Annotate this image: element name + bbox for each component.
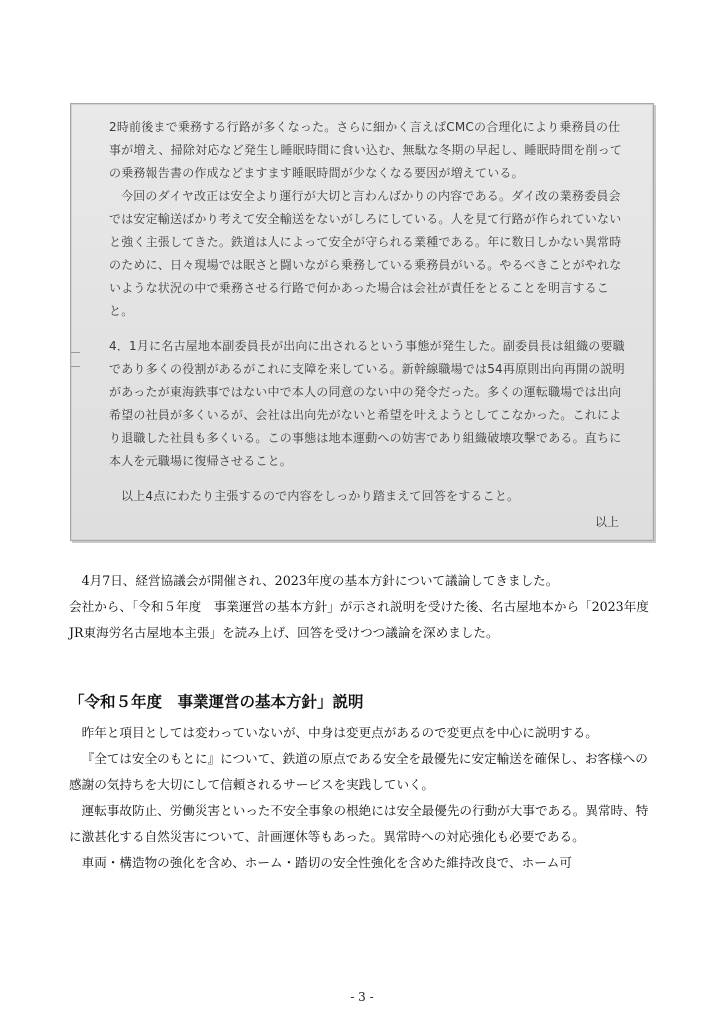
page-number: - 3 - — [350, 990, 374, 1004]
scan-paragraph-3: 4．1月に名古屋地本副委員長が出向に出されるという事態が発生した。副委員長は組織の要職であり多くの役割があるがこれに支障を来している。新幹線職場では54再原則出向再開の説明があったが東海鉄事ではない中で本人の同意のない中の発令だった。多くの運転職場では出向希望の社員が多くいるが、会社は出向先がないと希望を叶えようとしてこなかった。これにより退職した社員も多くいる。この事態は地本運動への妨害であり組織破壊攻撃である。直ちに本人を元職場に復帰させること。 — [109, 339, 625, 468]
intro-paragraph-2: 会社から、「令和５年度 事業運営の基本方針」が示され説明を受けた後、名古屋地本から「2023年度 JR東海労名古屋地本主張」を読み上げ、回答を受けつつ議論を深めました。 — [69, 599, 662, 640]
binding-tick — [71, 352, 80, 353]
section-paragraph-4: 車両・構造物の強化を含め、ホーム・踏切の安全性強化を含めた維持改良で、ホーム可 — [81, 855, 572, 870]
section-heading: 「令和５年度 事業運営の基本方針」説明 — [69, 692, 364, 711]
scan-closing-line: 以上4点にわたり主張するので内容をしっかり踏まえて回答をすること。 — [121, 489, 520, 503]
scan-text-block — [109, 116, 629, 508]
intro-block — [69, 568, 662, 646]
scan-paragraph-2: 今回のダイヤ改正は安全より運行が大切と言わんばかりの内容である。ダイ改の業務委員会では安定輸送ばかり考えて安全輸送をないがしろにしている。人を見て行路が作られていないと強く主張してきた。鉄道は人によって安全が守られる業種である。年に数日しかない異常時のために、日々現場では眠さと闘いながら乗務している乗務員がいる。やるべきことがやれないような状況の中で乗務させる行路で何かあった場合は会社が責任をとることを明言すること。 — [109, 189, 622, 318]
section-paragraph-2: 『全ては安全のもとに』について、鉄道の原点である安全を最優先に安定輸送を確保し、お客様への感謝の気持ちを大切にして信頼されるサービスを実践していく。 — [69, 751, 648, 792]
binding-tick — [71, 366, 80, 367]
scanned-document-excerpt — [70, 103, 654, 541]
section-paragraph-3: 運転事故防止、労働災害といった不安全事象の根絶には安全最優先の行動が大事である。異常時、特に激甚化する自然災害について、計画運休等もあった。異常時への対応強化も必要である。 — [69, 803, 649, 844]
intro-paragraph-1: 4月7日、経営協議会が開催され、2023年度の基本方針について議論してきました。 — [81, 573, 559, 588]
scan-end-mark: 以上 — [594, 515, 619, 529]
scan-paragraph-1: 2時前後まで乗務する行路が多くなった。さらに細かく言えばCMCの合理化により乗務員の仕事が増え、掃除対応など発生し睡眠時間に食い込む、無駄な冬期の早起し、睡眠時間を削っての乗務報告書の作成などますます睡眠時間が少なくなる要因が増えている。 — [109, 120, 623, 180]
section-paragraph-1: 昨年と項目としては変わっていないが、中身は変更点があるので変更点を中心に説明する。 — [81, 725, 598, 740]
section-body — [69, 720, 659, 876]
